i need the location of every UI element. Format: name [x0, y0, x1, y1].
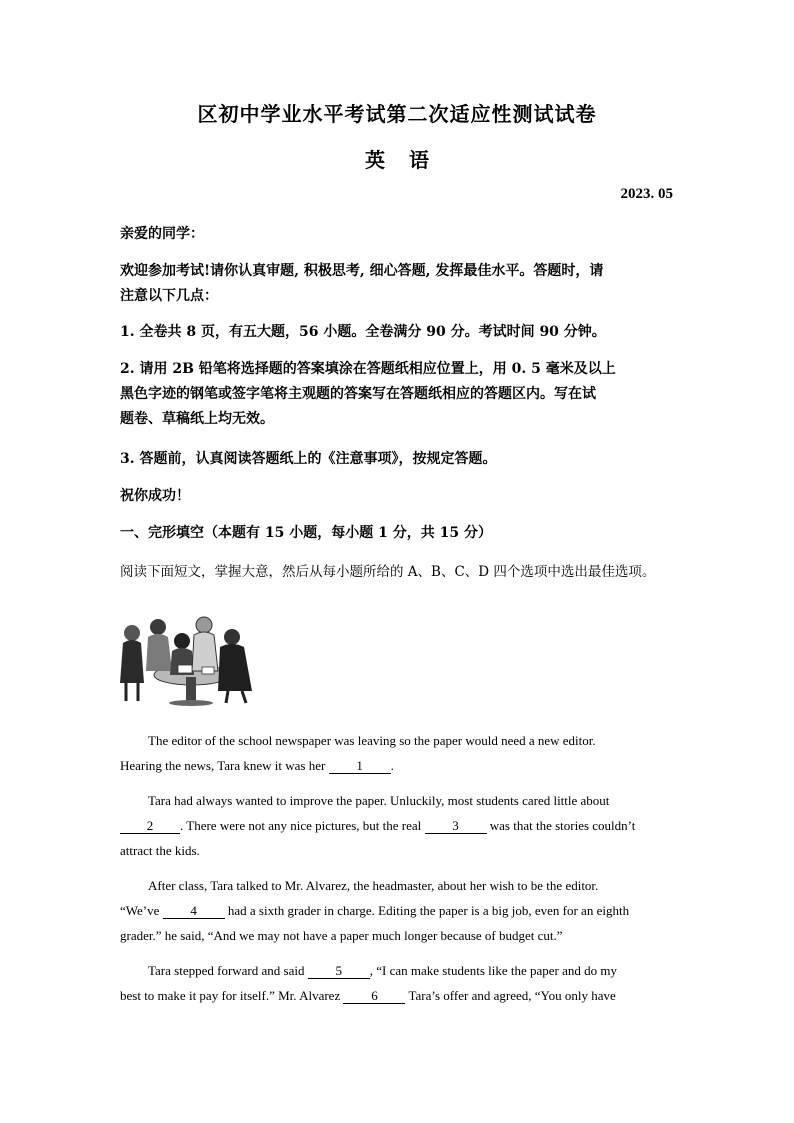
instruction-item-2-line-1: 2. 请用 2B 铅笔将选择题的答案填涂在答题纸相应位置上，用 0. 5 毫米及以上 [120, 361, 616, 377]
passage-p1-line-2 [120, 753, 680, 778]
answer-blank-5: 5 [308, 963, 370, 979]
answer-blank-6: 6 [343, 988, 405, 1004]
passage-p3-line-3: grader.” he said, “And we may not have a paper much longer because of budget cut.” [120, 928, 563, 943]
passage-text: was that the stories couldn’t [486, 818, 636, 833]
passage-text: . There were not any nice pictures, but the real [180, 818, 425, 833]
subject-char-2: 语 [409, 148, 429, 172]
passage-text: . [390, 758, 394, 773]
passage-text: Hearing the news, Tara knew it was her [120, 758, 329, 773]
answer-blank-3: 3 [425, 818, 487, 834]
passage-p2-line-1: Tara had always wanted to improve the paper. Unluckily, most students cared little about [148, 793, 610, 808]
exam-title: 区初中学业水平考试第二次适应性测试试卷 [197, 102, 597, 126]
answer-blank-1: 1 [329, 758, 391, 774]
instruction-item-2-line-2: 黑色字迹的钢笔或签字笔将主观题的答案写在答题纸相应的答题区内。写在试 [120, 386, 596, 402]
passage-text: Tara stepped forward and said [148, 963, 308, 978]
instruction-item-3: 3. 答题前，认真阅读答题纸上的《注意事项》，按规定答题。 [120, 451, 497, 467]
answer-blank-2: 2 [120, 818, 180, 834]
intro-line-2: 注意以下几点： [120, 288, 218, 304]
passage-p3-line-1: After class, Tara talked to Mr. Alvarez, the headmaster, about her wish to be the editor. [148, 878, 599, 893]
passage-text: , “I can make students like the paper and do my [369, 963, 618, 978]
passage-p2-line-2 [120, 813, 680, 838]
passage-p1-line-1: The editor of the school newspaper was leaving so the paper would need a new editor. [148, 733, 596, 748]
exam-date: 2023. 05 [620, 186, 673, 202]
cloze-passage [120, 728, 680, 1008]
passage-p4-line-1 [120, 958, 680, 983]
instruction-item-1: 1. 全卷共 8 页，有五大题，56 小题。全卷满分 90 分。考试时间 90 分钟。 [120, 324, 606, 340]
subject-char-1: 英 [365, 148, 385, 172]
intro-line-1: 欢迎参加考试!请你认真审题, 积极思考, 细心答题, 发挥最佳水平。答题时，请 [120, 263, 604, 279]
instruction-item-2-line-3: 题卷、草稿纸上均无效。 [120, 411, 274, 427]
passage-text: “We’ve [120, 903, 163, 918]
passage-p3-line-2 [120, 898, 680, 923]
passage-text: Tara’s offer and agreed, “You only have [405, 988, 616, 1003]
passage-text: had a sixth grader in charge. Editing the paper is a big job, even for an eighth [224, 903, 630, 918]
section-1-direction: 阅读下面短文，掌握大意，然后从每小题所给的 A、B、C、D 四个选项中选出最佳选项。 [120, 564, 656, 580]
good-luck-wish: 祝你成功！ [120, 488, 190, 504]
students-group-photo-icon [120, 613, 263, 706]
passage-text: best to make it pay for itself.” Mr. Alvarez [120, 988, 344, 1003]
answer-blank-4: 4 [163, 903, 225, 919]
passage-p4-line-2 [120, 983, 680, 1008]
passage-p2-line-3: attract the kids. [120, 843, 200, 858]
section-1-heading: 一、完形填空（本题有 15 小题，每小题 1 分，共 15 分） [120, 525, 492, 541]
subject-heading [0, 144, 794, 173]
greeting: 亲爱的同学： [120, 226, 204, 242]
